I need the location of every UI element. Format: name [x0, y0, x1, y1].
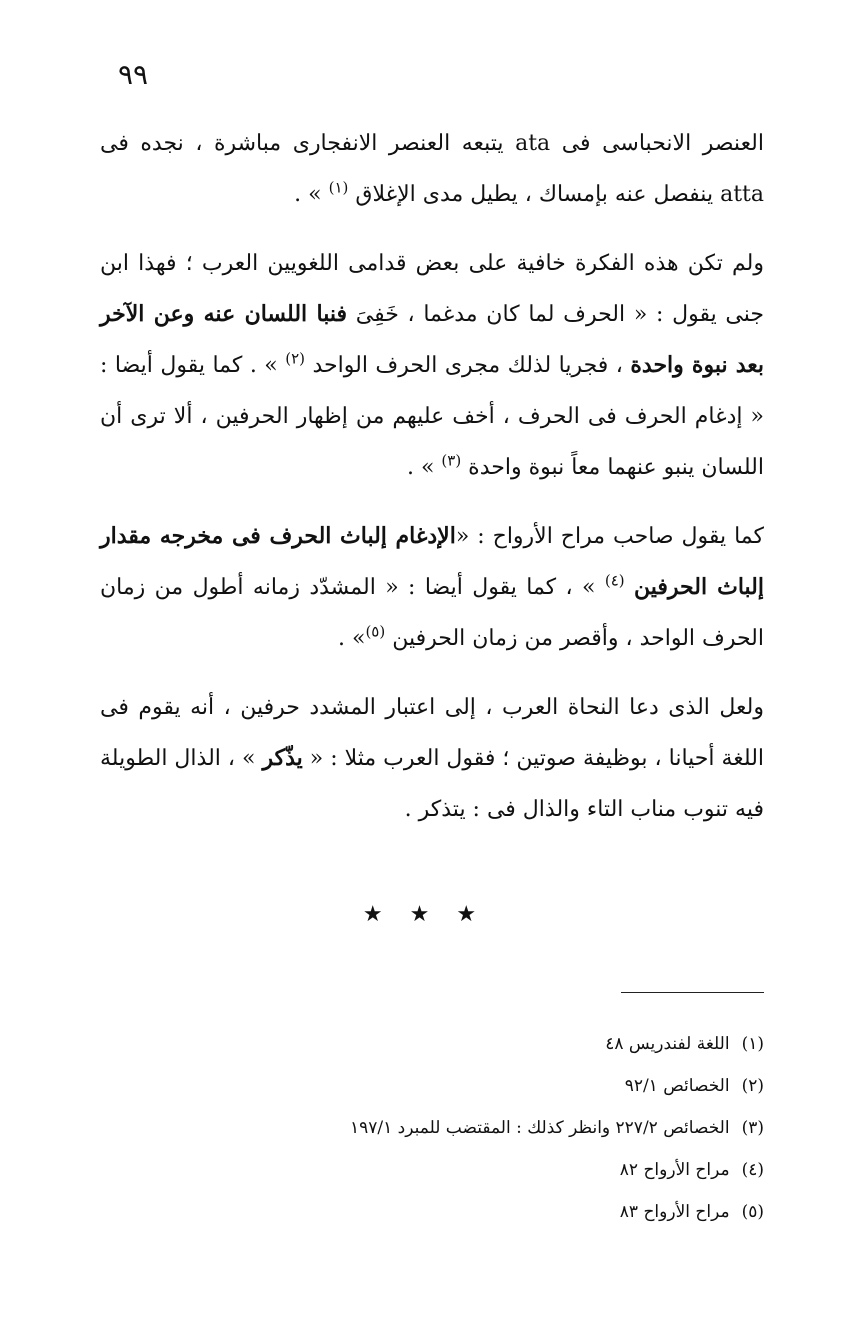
footnote — [240, 1149, 764, 1191]
body-text — [100, 118, 764, 853]
paragraph-text — [100, 118, 764, 220]
footnote-text: مراح الأرواح ٨٢ — [619, 1160, 730, 1180]
footnote-text: الخصائص ٩٢/١ — [624, 1076, 730, 1096]
text-run: » ، الذال الطويلة فيه تنوب مناب التاء والذال فى : يتذكر . — [100, 746, 764, 822]
text-run: العنصر الانحباسى فى — [550, 131, 764, 156]
paragraph — [100, 682, 764, 835]
footnote-text: اللغة لفندريس ٤٨ — [605, 1034, 730, 1054]
bold-text-run: يذّكر — [262, 745, 303, 771]
footnote-reference: (٢) — [285, 349, 306, 368]
footnote-reference: (٣) — [441, 451, 462, 470]
footnote-mark: (٣) — [741, 1118, 764, 1138]
footnote-text: مراح الأرواح ٨٣ — [619, 1202, 730, 1222]
text-run: ولم تكن هذه الفكرة خافية على بعض قدامى اللغويين العرب ؛ فهذا ابن جنى يقول : « الحرف لما كان مدغما ، خَفِىَ — [100, 251, 764, 327]
paragraph-text — [100, 511, 764, 664]
footnote — [240, 1023, 764, 1065]
footnote — [240, 1191, 764, 1233]
text-run — [625, 575, 634, 600]
latin-term: atta — [720, 182, 764, 207]
text-run: ينفصل عنه بإمساك ، يطيل مدى الإغلاق — [348, 182, 721, 207]
footnote-text: الخصائص ٢٢٧/٢ وانظر كذلك : المقتضب للمبرد ١٩٧/١ — [350, 1118, 730, 1138]
footnote-mark: (٥) — [741, 1202, 764, 1222]
paragraph — [100, 511, 764, 664]
latin-term: ata — [515, 131, 551, 156]
text-run: كما يقول صاحب مراح الأرواح : « — [455, 524, 765, 549]
footnote-divider — [621, 992, 764, 993]
footnotes — [240, 1023, 764, 1233]
footnote-reference: (٤) — [604, 571, 625, 590]
text-run: ولعل الذى دعا النحاة العرب ، إلى اعتبار المشدد حرفين ، أنه يقوم فى اللغة أحيانا ، بوظيفة صوتين ؛ فقول العرب مثلا : « — [100, 695, 765, 771]
footnote — [240, 1107, 764, 1149]
text-run: » . — [337, 626, 366, 651]
page-number: ٩٩ — [118, 58, 149, 91]
footnote-reference: (١) — [328, 178, 349, 197]
text-run: يتبعه العنصر الانفجارى مباشرة ، نجده فى — [100, 131, 516, 156]
text-run: » . — [294, 182, 329, 207]
footnote-mark: (١) — [741, 1034, 764, 1054]
footnote-mark: (٤) — [741, 1160, 764, 1180]
paragraph-text — [100, 682, 764, 835]
footnote — [240, 1065, 764, 1107]
footnote-mark: (٢) — [741, 1076, 764, 1096]
bold-text-run: فنبا اللسان عنه وعن الآخر بعد نبوة واحدة — [100, 301, 765, 378]
paragraph-text — [100, 238, 764, 493]
text-run: ، فجريا لذلك مجرى الحرف الواحد — [305, 353, 631, 378]
text-run: » ، كما يقول أيضا : « المشدّد زمانه أطول من زمان الحرف الواحد ، وأقصر من زمان الحرفين — [100, 575, 764, 651]
bold-text-run: الإدغام إلباث الحرف فى مخرجه مقدار إلباث الحرفين — [100, 523, 764, 600]
footnote-reference: (٥) — [365, 622, 386, 641]
text-run: » . — [406, 455, 442, 480]
text-run: » . كما يقول أيضا : « إدغام الحرف فى الحرف ، أخف عليهم من إظهار الحرفين ، ألا ترى أن اللسان ينبو عنهما معاً نبوة واحدة — [100, 353, 764, 480]
paragraph — [100, 238, 764, 493]
paragraph — [100, 118, 764, 220]
section-separator: ★ ★ ★ — [362, 902, 487, 927]
